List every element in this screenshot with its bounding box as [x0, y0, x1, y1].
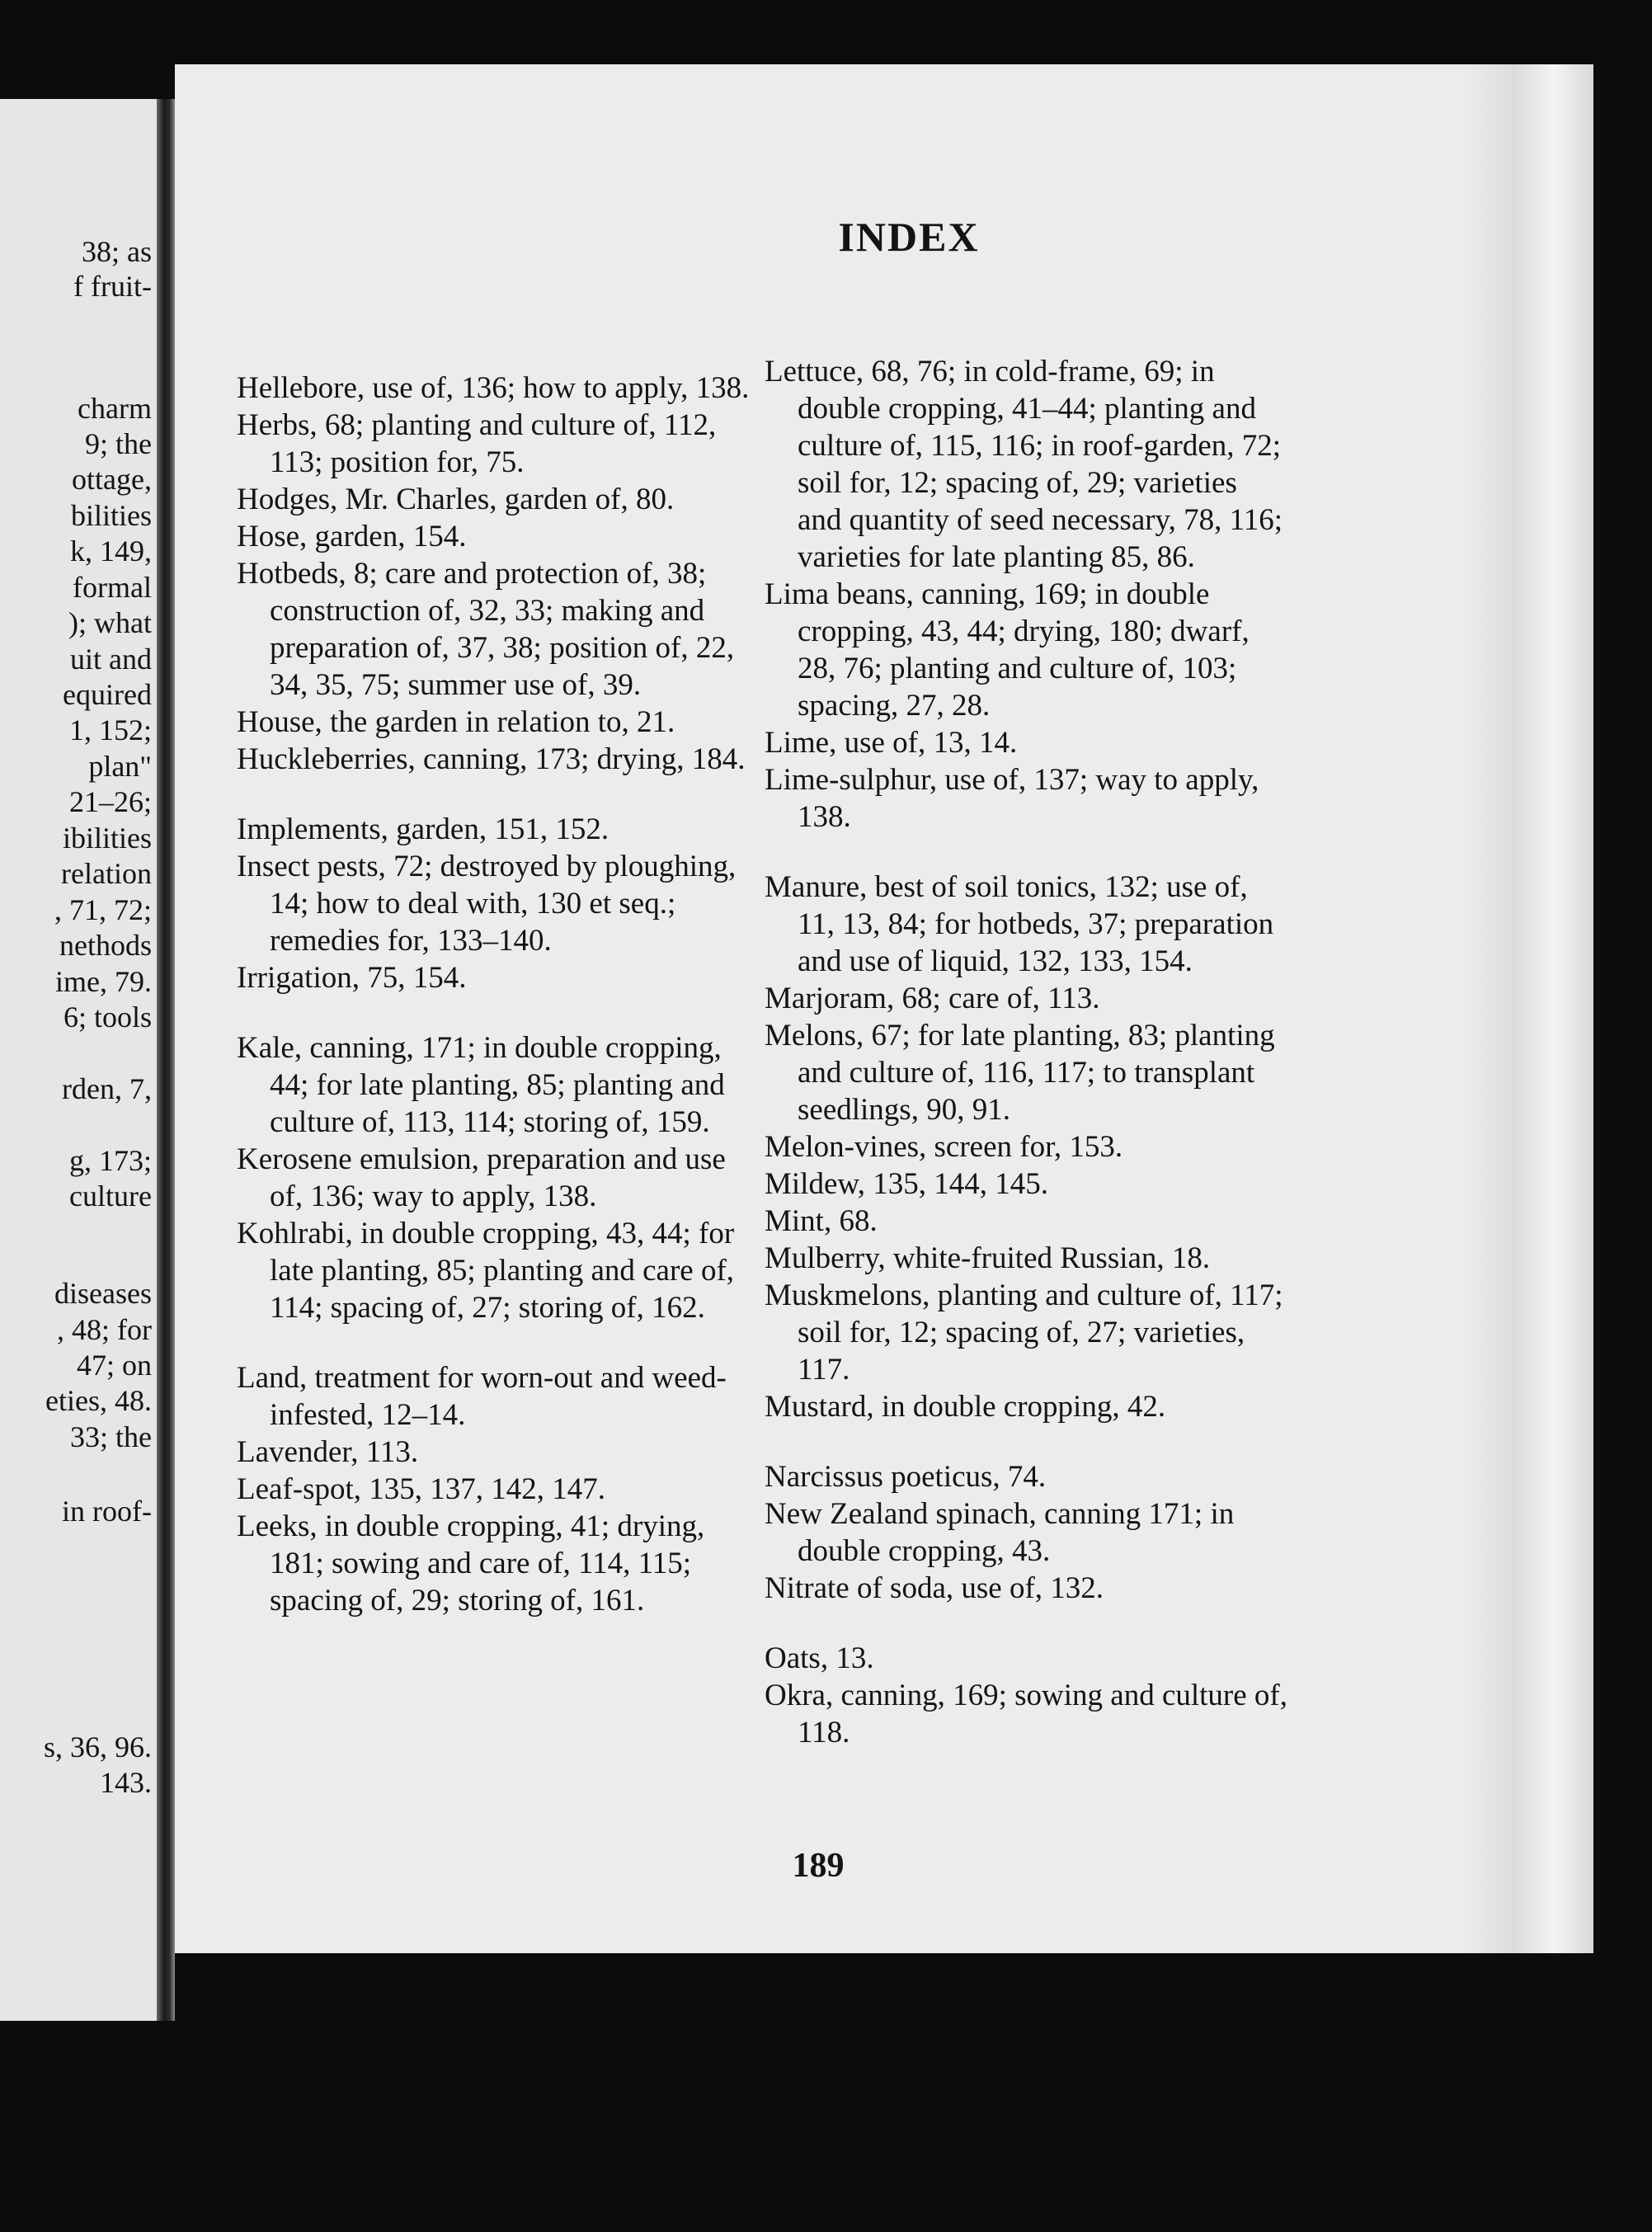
facing-page-text-fragment: culture — [69, 1180, 152, 1213]
facing-page-text-fragment: relation — [61, 857, 152, 890]
index-entry: Mildew, 135, 144, 145. — [765, 1167, 1048, 1201]
index-entry: Kerosene emulsion, preparation and use of, 136; way to apply, 138. — [237, 1142, 726, 1213]
index-entry: Manure, best of soil tonics, 132; use of, 11, 13, 84; for hotbeds, 37; preparation and use of liquid, 132, 133, 154. — [765, 870, 1274, 978]
letter-group-gap — [765, 1425, 1288, 1458]
facing-page-text-fragment: in roof- — [62, 1495, 152, 1528]
index-entry: Oats, 13. — [765, 1641, 874, 1675]
facing-page-text-fragment: diseases — [54, 1277, 152, 1310]
facing-page-text-fragment: eties, 48. — [45, 1384, 152, 1417]
facing-page-text-fragment: formal — [73, 571, 152, 604]
facing-page-text-fragment: ottage, — [72, 463, 152, 496]
facing-page-text-fragment: ibilities — [63, 822, 152, 855]
letter-group-gap — [237, 778, 765, 811]
index-entry: Narcissus poeticus, 74. — [765, 1460, 1047, 1494]
index-column-left — [237, 370, 765, 1619]
index-entry: Mint, 68. — [765, 1204, 878, 1238]
facing-page-text-fragment: nethods — [59, 929, 152, 962]
letter-group-gap — [237, 996, 765, 1029]
facing-page-text-fragment: , 48; for — [57, 1313, 152, 1346]
facing-page-text-fragment: bilities — [71, 499, 152, 532]
index-entry: Hellebore, use of, 136; how to apply, 138. — [237, 371, 750, 405]
facing-page-text-fragment: , 71, 72; — [54, 893, 152, 926]
facing-page-text-fragment: k, 149, — [70, 534, 152, 567]
facing-page-text-fragment: uit and — [70, 643, 152, 676]
index-entry: Nitrate of soda, use of, 132. — [765, 1571, 1104, 1605]
index-entry: Lettuce, 68, 76; in cold-frame, 69; in double cropping, 41–44; planting and culture of, 115, 116; in roof-garden, 72; soil for, 12; spacing of, 29; varieties and quantity of seed necessary, 78, 116; varieties for late planting 85, 86. — [765, 355, 1283, 574]
letter-group-gap — [765, 1607, 1288, 1640]
facing-page-text-fragment: 9; the — [85, 427, 152, 460]
index-entry: Lime-sulphur, use of, 137; way to apply, 138. — [765, 763, 1259, 834]
book-gutter — [157, 99, 175, 2021]
facing-page-text-fragment: equired — [63, 678, 152, 711]
facing-page-text-fragment: plan" — [88, 750, 152, 783]
index-entry: Herbs, 68; planting and culture of, 112, 113; position for, 75. — [237, 408, 717, 479]
facing-page-text-fragment: g, 173; — [68, 1144, 152, 1177]
letter-group-gap — [237, 1326, 765, 1359]
page-number: 189 — [792, 1847, 845, 1885]
facing-page — [0, 99, 157, 2021]
index-entry: Lavender, 113. — [237, 1435, 419, 1469]
index-entry: Lime, use of, 13, 14. — [765, 726, 1018, 760]
index-entry: Okra, canning, 169; sowing and culture of, 118. — [765, 1679, 1287, 1749]
index-entry: Hose, garden, 154. — [237, 520, 467, 553]
page-edge — [1461, 64, 1593, 1953]
facing-page-text-fragment: rden, 7, — [62, 1072, 152, 1105]
index-entry: Mulberry, white-fruited Russian, 18. — [765, 1241, 1211, 1275]
index-page — [175, 64, 1486, 1953]
index-entry: Melons, 67; for late planting, 83; planting and culture of, 116, 117; to transplant seedlings, 90, 91. — [765, 1019, 1275, 1127]
index-entry: Mustard, in double cropping, 42. — [765, 1390, 1166, 1424]
index-column-right — [765, 353, 1288, 1751]
facing-page-text-fragment: 143. — [100, 1766, 152, 1799]
facing-page-text-fragment: charm — [78, 392, 152, 425]
facing-page-text-fragment: 33; the — [70, 1420, 152, 1453]
page-title: INDEX — [838, 214, 980, 260]
index-entry: Leeks, in double cropping, 41; drying, 181; sowing and care of, 114, 115; spacing of, 29; storing of, 161. — [237, 1509, 705, 1617]
facing-page-text-fragment: s, 36, 96. — [43, 1731, 152, 1763]
index-entry: Implements, garden, 151, 152. — [237, 812, 609, 846]
facing-page-text-fragment: f fruit- — [73, 270, 152, 303]
index-entry: Muskmelons, planting and culture of, 117; soil for, 12; spacing of, 27; varieties, 117. — [765, 1278, 1283, 1387]
index-entry: Insect pests, 72; destroyed by ploughing, 14; how to deal with, 130 et seq.; remedies for, 133–140. — [237, 850, 737, 958]
facing-page-text-fragment: 38; as — [82, 235, 152, 268]
index-entry: Marjoram, 68; care of, 113. — [765, 982, 1100, 1015]
index-entry: House, the garden in relation to, 21. — [237, 705, 675, 739]
index-entry: Hodges, Mr. Charles, garden of, 80. — [237, 483, 675, 516]
index-entry: Kohlrabi, in double cropping, 43, 44; for late planting, 85; planting and care of, 114; spacing of, 27; storing of, 162. — [237, 1217, 735, 1325]
index-entry: Hotbeds, 8; care and protection of, 38; construction of, 32, 33; making and preparation of, 37, 38; position of, 22, 34, 35, 75; summer use of, 39. — [237, 557, 735, 702]
index-entry: New Zealand spinach, canning 171; in double cropping, 43. — [765, 1497, 1235, 1568]
facing-page-text-fragment: ); what — [68, 606, 152, 639]
index-entry: Huckleberries, canning, 173; drying, 184. — [237, 742, 746, 776]
facing-page-text-fragment: 1, 152; — [68, 713, 152, 746]
facing-page-text-fragment: 21–26; — [68, 785, 152, 818]
letter-group-gap — [765, 836, 1288, 869]
index-entry: Irrigation, 75, 154. — [237, 961, 467, 995]
index-entry: Land, treatment for worn-out and weed-infested, 12–14. — [237, 1361, 727, 1432]
index-entry: Leaf-spot, 135, 137, 142, 147. — [237, 1472, 606, 1506]
facing-page-text-fragment: 6; tools — [63, 1001, 152, 1034]
index-entry: Melon-vines, screen for, 153. — [765, 1130, 1123, 1164]
index-entry: Lima beans, canning, 169; in double cropping, 43, 44; drying, 180; dwarf, 28, 76; planting and culture of, 103; spacing, 27, 28. — [765, 577, 1250, 723]
index-entry: Kale, canning, 171; in double cropping, 44; for late planting, 85; planting and culture of, 113, 114; storing of, 159. — [237, 1031, 725, 1139]
facing-page-text-fragment: 47; on — [76, 1349, 152, 1382]
facing-page-text-fragment: ime, 79. — [55, 965, 152, 998]
